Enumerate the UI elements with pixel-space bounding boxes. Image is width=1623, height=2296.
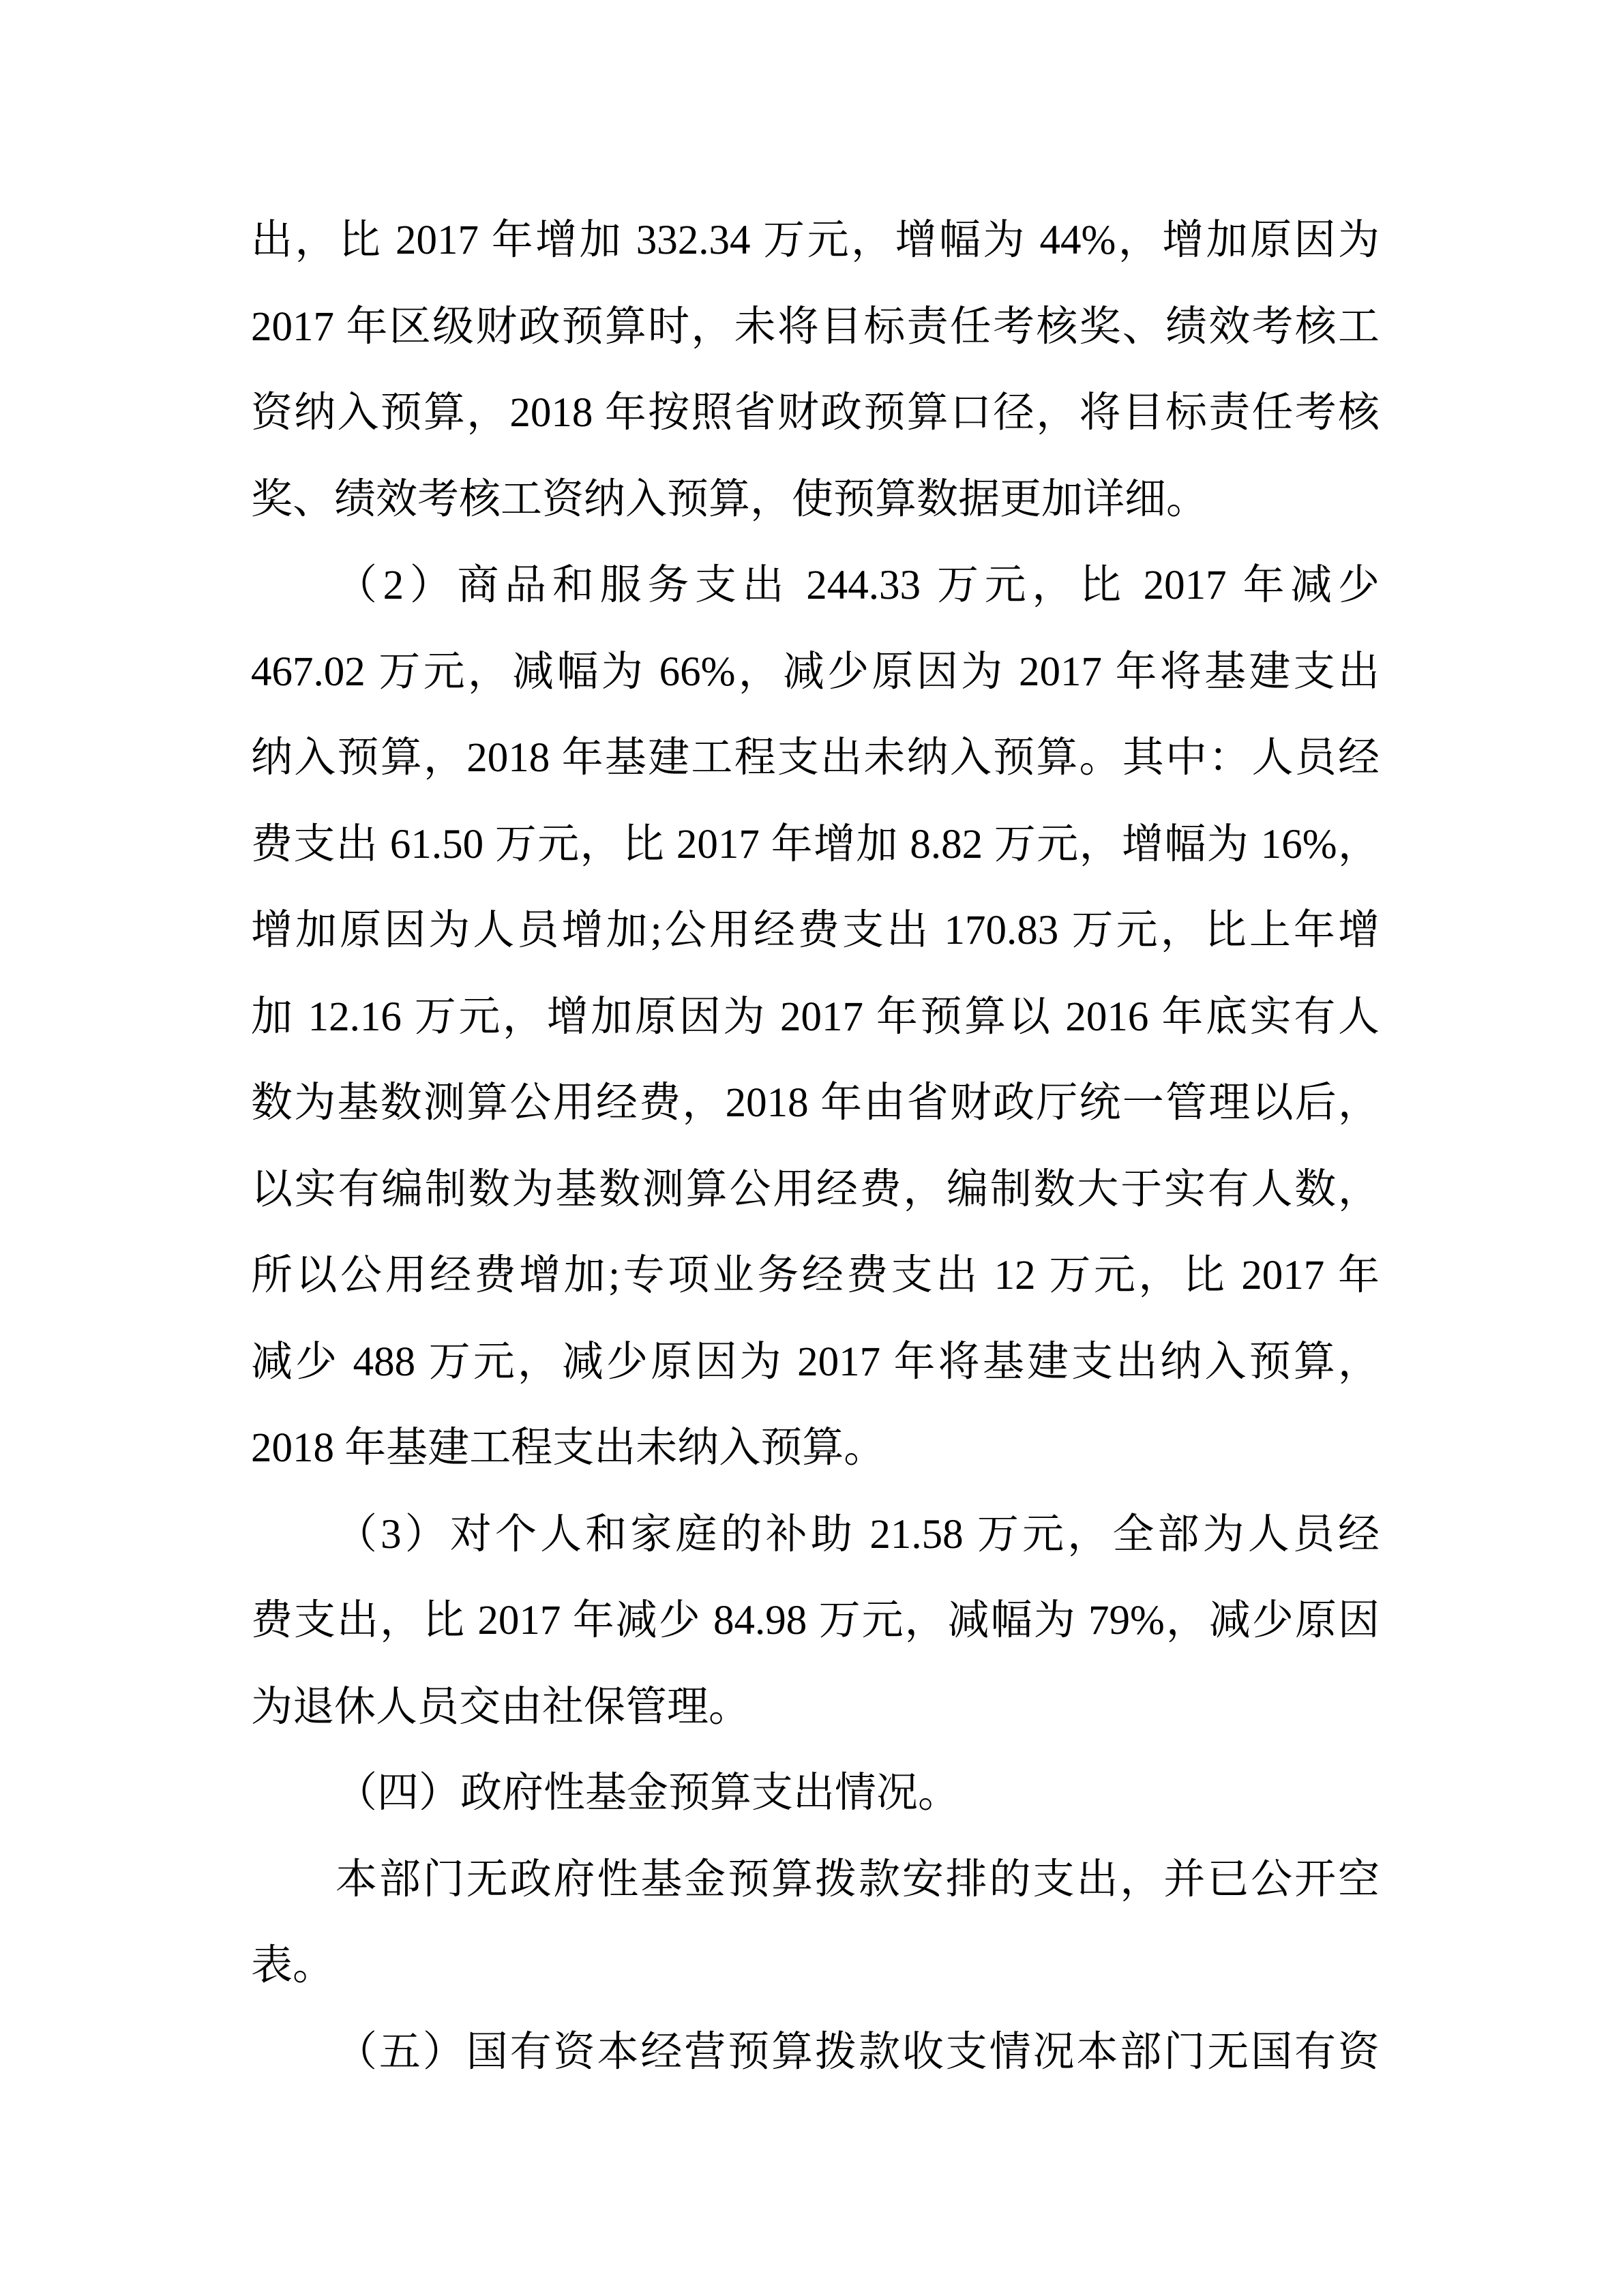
paragraph-personnel-expenditure-continuation <box>251 198 1380 543</box>
text-line: （四）政府性基金预算支出情况。 <box>336 1770 960 1816</box>
text-line: （3）对个人和家庭的补助 21.58 万元，全部为人员经 <box>336 1511 1380 1557</box>
text-line: 2018 年基建工程支出未纳入预算。 <box>251 1425 886 1471</box>
text-line: 表。 <box>251 1943 335 1988</box>
text-line: 增加原因为人员增加;公用经费支出 170.83 万元，比上年增 <box>251 908 1380 953</box>
text-line: 加 12.16 万元，增加原因为 2017 年预算以 2016 年底实有人 <box>251 994 1380 1040</box>
text-line: 所以公用经费增加;专项业务经费支出 12 万元，比 2017 年 <box>251 1253 1380 1298</box>
text-line: （五）国有资本经营预算拨款收支情况本部门无国有资 <box>336 2029 1380 2075</box>
text-line: 减少 488 万元，减少原因为 2017 年将基建支出纳入预算， <box>251 1339 1380 1385</box>
text-line: 出，比 2017 年增加 332.34 万元，增幅为 44%，增加原因为 <box>251 218 1380 263</box>
text-line: 费支出，比 2017 年减少 84.98 万元，减幅为 79%，减少原因 <box>251 1598 1380 1643</box>
text-line: 奖、绩效考核工资纳入预算，使预算数据更加详细。 <box>251 476 1208 522</box>
paragraph-government-fund-note <box>251 1837 1380 2010</box>
section-heading-state-capital-budget <box>251 2010 1380 2096</box>
section-heading-government-fund <box>251 1750 1380 1837</box>
paragraph-goods-and-services <box>251 543 1380 1492</box>
text-line: 2017 年区级财政预算时，未将目标责任考核奖、绩效考核工 <box>251 303 1380 350</box>
text-line: 数为基数测算公用经费，2018 年由省财政厅统一管理以后， <box>251 1080 1380 1126</box>
paragraph-household-subsidy <box>251 1492 1380 1751</box>
body-text <box>251 198 1380 2096</box>
text-line: 资纳入预算，2018 年按照省财政预算口径，将目标责任考核 <box>251 390 1380 436</box>
text-line: （2）商品和服务支出 244.33 万元，比 2017 年减少 <box>336 563 1380 608</box>
text-line: 费支出 61.50 万元，比 2017 年增加 8.82 万元，增幅为 16%， <box>251 821 1380 867</box>
text-line: 467.02 万元，减幅为 66%，减少原因为 2017 年将基建支出 <box>251 648 1380 695</box>
text-line: 本部门无政府性基金预算拨款安排的支出，并已公开空 <box>336 1856 1380 1903</box>
text-line: 纳入预算，2018 年基建工程支出未纳入预算。其中：人员经 <box>251 735 1380 781</box>
text-line: 以实有编制数为基数测算公用经费，编制数大于实有人数， <box>251 1166 1380 1212</box>
text-line: 为退休人员交由社保管理。 <box>251 1684 751 1730</box>
